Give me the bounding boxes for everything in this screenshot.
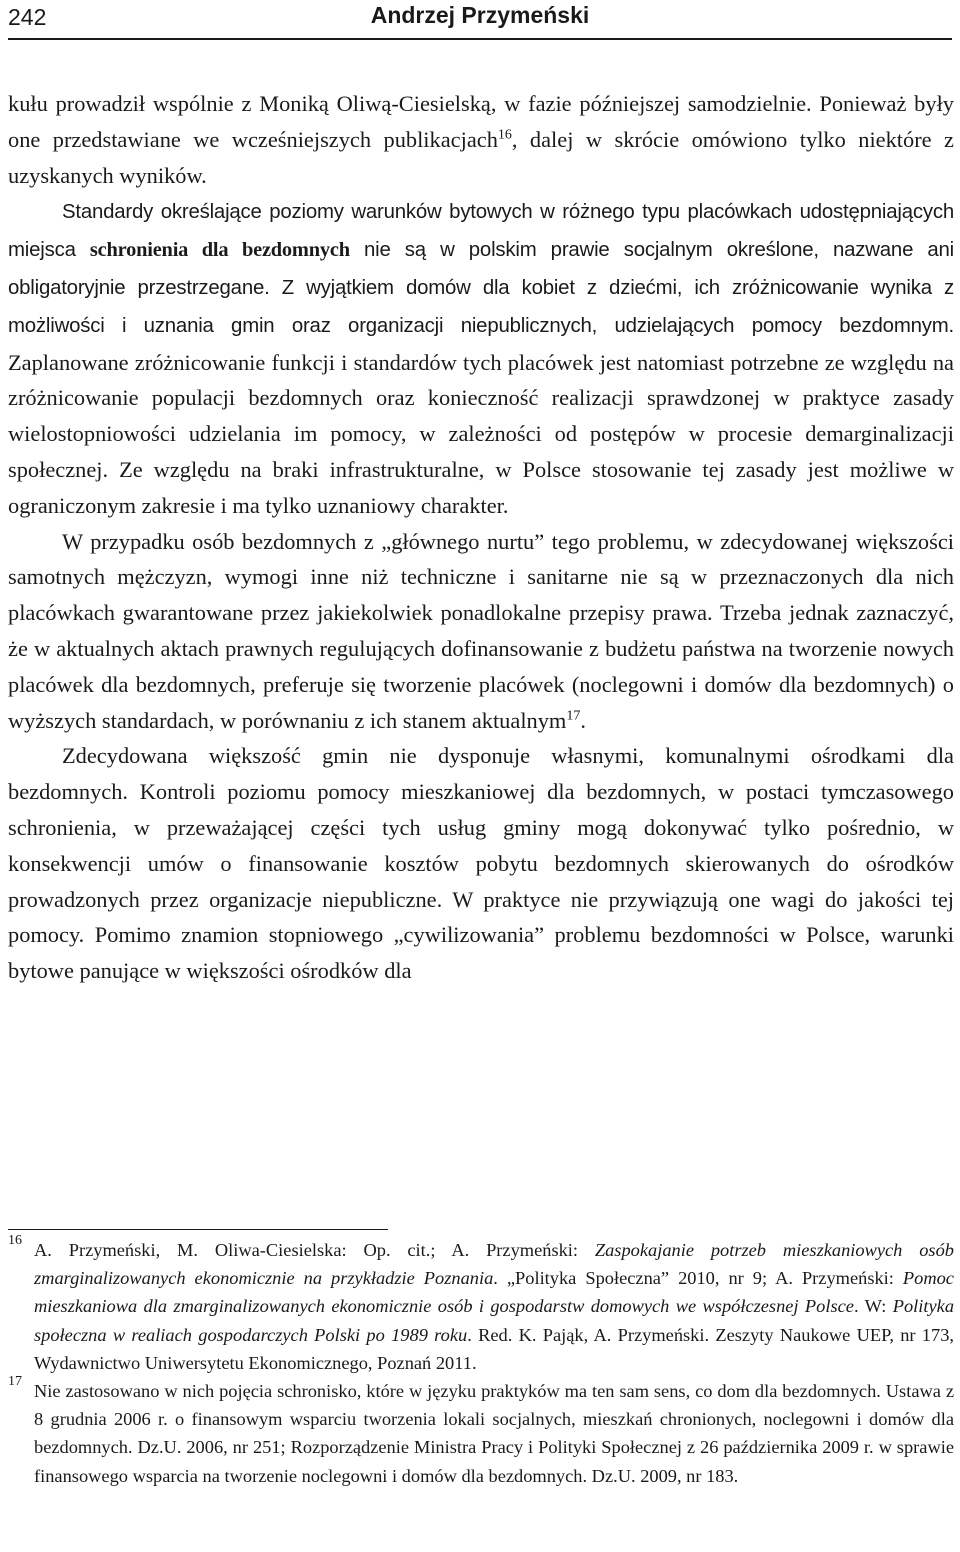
footnote-separator [8, 1229, 388, 1230]
paragraph-text: Zdecydowana większość gmin nie dysponuje własnymi, komunalnymi ośrodkami dla bezdomnych. Kontroli poziomu pomocy mieszkaniowej dla bezdomnych, w postaci tymczasowego schronienia, w przeważającej części tych usług gminy mogą dokonywać tylko pośrednio, w konsekwencji umów o finansowanie kosztów pobytu bezdomnych skierowanych do ośrodków prowadzonych przez organizacje niepubliczne. W praktyce nie przywiązują one wagi do jakości tej pomocy. Pomimo znamion stopniowego „cywilizowania” problemu bezdomności w Polsce, warunki bytowe panujące w większości ośrodków dla [8, 743, 954, 984]
footnote-16 [8, 1233, 955, 1377]
footnote-17 [8, 1374, 954, 1490]
footnote-title: Pomoc mieszkaniowa dla zmarginalizowanych ekonomicznie osób i gospodarstw domowych we współczesnej Polsce [34, 1268, 954, 1317]
paragraph-text: kułu prowadził wspólnie z Moniką Oliwą-Ciesielską, w fazie późniejszej samodzielnie. Ponieważ były one przedstawiane we wcześniejszych publikacjach [8, 91, 954, 152]
page-header [8, 0, 952, 36]
footnote-ref-16[interactable]: 16 [497, 127, 512, 143]
paragraph-text: Zaplanowane zróżnicowanie funkcji i standardów tych placówek jest natomiast potrzebne ze względu na zróżnicowanie populacji bezdomnych oraz konieczność realizacji sprawdzonej w praktyce zasady wielostopniowości udzielania im pomocy, w zależności od postępów w procesie demarginalizacji społecznej. Ze względu na braki infrastrukturalne, w Polsce stosowanie tej zasady jest możliwe w ograniczonym zakresie i ma tylko uznaniowy charakter. [8, 349, 954, 518]
footnote-number: 17 [8, 1374, 22, 1390]
paragraph-text: , dalej w skrócie omówiono tylko niektóre z uzyskanych wyników. [8, 126, 954, 188]
paragraph-continuation [8, 86, 954, 193]
paragraph-municipalities [8, 738, 954, 989]
footnote-text: . W: [853, 1296, 893, 1317]
footnote-title: Polityka społeczna w realiach gospodarczych Polski po 1989 roku [34, 1296, 955, 1345]
footnotes [8, 1233, 955, 1490]
footnote-text: A. Przymeński, M. Oliwa-Ciesielska: Op. cit.; A. Przymeński: [34, 1240, 595, 1260]
paragraph-text: Standardy określające poziomy warunków bytowych w różnego typu placówkach udostępniających miejsca [8, 201, 954, 262]
paragraph-main-stream [8, 524, 954, 739]
footnote-text: Nie zastosowano w nich pojęcia schronisko, które w języku praktyków ma ten sam sens, co dom dla bezdomnych. Ustawa z 8 grudnia 2006 r. o finansowym wsparciu tworzenia lokali socjalnych, mieszkań chronionych, noclegowni i domów dla bezdomnych. Dz.U. 2006, nr 251; Rozporządzenie Ministra Pracy i Polityki Społecznej z 26 października 2009 r. w sprawie finansowego wsparcia na tworzenie noclegowni i domów dla bezdomnych. Dz.U. 2009, nr 183. [34, 1381, 954, 1486]
header-rule [8, 38, 952, 40]
condensed-text [8, 201, 954, 336]
paragraph-text: W przypadku osób bezdomnych z „głównego nurtu” tego problemu, w zdecydowanej większości samotnych mężczyzn, wymogi inne niż techniczne i sanitarne nie są w przeznaczonych dla nich placówkach gwarantowane przez jakiekolwiek ponadlokalne przepisy prawa. Trzeba jednak zaznaczyć, że w aktualnych aktach prawnych regulujących dofinansowanie z budżetu państwa na tworzenie nowych placówek dla bezdomnych, preferuje się tworzenie placówek (noclegowni i domów dla bezdomnych) o wyższych standardach, w porównaniu z ich stanem aktualnym [8, 528, 954, 733]
paragraph-text: nie są w polskim prawie socjalnym określone, nazwane ani obligatoryjnie przestrzegane. Z wyjątkiem domów dla kobiet z dziećmi, ich zróżnicowanie wynika z możliwości i uznania gmin oraz organizacji niepublicznych, udzielających pomocy bezdomnym. [8, 239, 954, 337]
paragraph-text: . [580, 707, 586, 733]
footnote-title: Zaspokajanie potrzeb mieszkaniowych osób zmarginalizowanych ekonomicznie na przykładzie Poznania [34, 1240, 954, 1289]
page-number: 242 [8, 4, 47, 30]
footnote-number: 16 [8, 1233, 22, 1248]
paragraph-standards [8, 193, 954, 523]
footnote-text: . „Polityka Społeczna” 2010, nr 9; A. Przymeński: [493, 1268, 903, 1289]
body-text [8, 86, 954, 989]
running-head-author: Andrzej Przymeński [370, 2, 590, 28]
bold-term: schronienia dla bezdomnych [89, 239, 350, 262]
footnote-text: . Red. K. Pająk, A. Przymeński. Zeszyty Naukowe UEP, nr 173, Wydawnictwo Uniwersytetu Ekonomicznego, Poznań 2011. [34, 1324, 954, 1373]
footnote-ref-17[interactable]: 17 [566, 708, 581, 724]
